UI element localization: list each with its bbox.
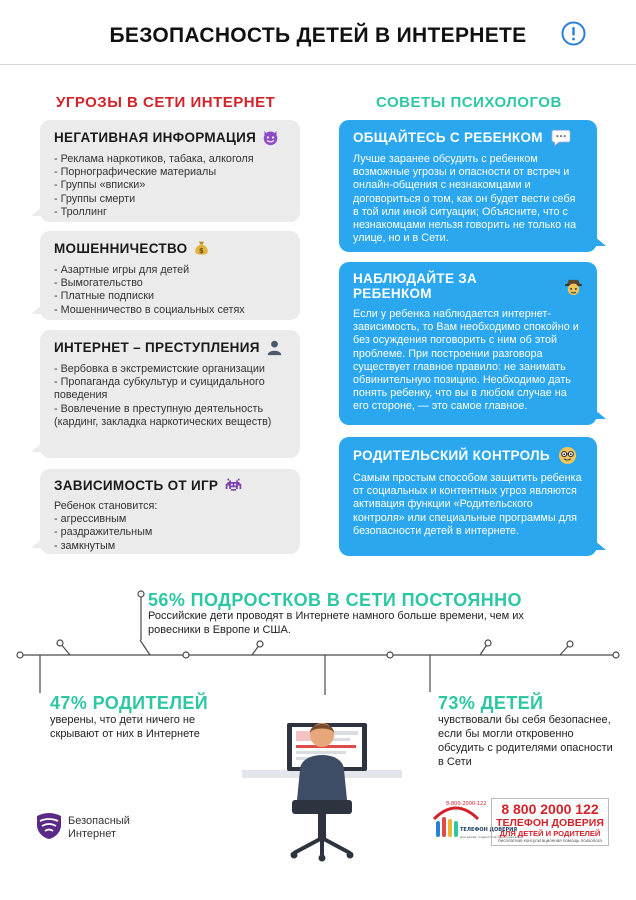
silhouette-icon	[266, 339, 283, 356]
speech-bubble-icon	[551, 129, 571, 146]
list-item: - раздражительным	[54, 526, 153, 539]
list-item: - Вовлечение в преступную деятельность (кардинг, закладка наркотических веществ)	[54, 402, 272, 428]
safe-internet-logo-text[interactable]	[68, 815, 130, 841]
page-title: БЕЗОПАСНОСТЬ ДЕТЕЙ В ИНТЕРНЕТЕ	[109, 24, 527, 47]
hotline-number: 8 800 2000 122	[501, 801, 599, 817]
threat-card-crimes	[40, 330, 300, 458]
safe-internet-logo-icon[interactable]	[36, 812, 62, 840]
stat-main-headline: 56% ПОДРОСТКОВ В СЕТИ ПОСТОЯННО	[148, 590, 522, 610]
advice-bubble-text: Если у ребенка наблюдается интернет-зависимость, то Вам необходимо спокойно и без осуждения поговорить с ним об этой проблеме. При построении разговора существует главное правило: не занимать обвинительную позицию. Необходимо дать понять ребенку, что вы в любом случае на его стороне, — это самое главное.	[353, 308, 579, 413]
list-item: - Группы смерти	[54, 192, 136, 205]
threat-card-title: ЗАВИСИМОСТЬ ОТ ИГР	[54, 478, 219, 493]
advice-bubble-title: НАБЛЮДАЙТЕ ЗА РЕБЕНКОМ	[353, 271, 478, 301]
hotline-subtitle: ДЛЯ ДЕТЕЙ И РОДИТЕЛЕЙ	[499, 829, 601, 838]
threat-card-title: МОШЕННИЧЕСТВО	[54, 241, 188, 256]
advice-bubble-talk	[339, 120, 597, 252]
nerd-face-icon	[558, 446, 577, 465]
alert-icon[interactable]	[561, 21, 586, 46]
badge-number: 8-800-2000-122	[446, 801, 487, 807]
stat-left-text: уверены, что дети ничего не скрывают от них в Интернете	[50, 714, 200, 740]
stat-left-headline: 47% РОДИТЕЛЕЙ	[50, 693, 209, 713]
list-item: - Реклама наркотиков, табака, алкоголя	[54, 153, 254, 165]
devil-icon	[262, 129, 279, 146]
svg-text:$: $	[199, 246, 205, 255]
list-item: - Троллинг	[54, 205, 107, 218]
hotline-small-text: бесплатная консультационная помощь психолога	[498, 838, 602, 843]
advice-bubble-text: Самым простым способом защитить ребенка от социальных и контентных угроз являются активация функции «Родительского контроля» или специальные программы для безопасности детей в интернете.	[353, 472, 582, 537]
list-item: - Платные подписки	[54, 290, 155, 303]
list-item: - Пропаганда субкультур и суицидального поведения	[54, 376, 265, 402]
hotline-title: ТЕЛЕФОН ДОВЕРИЯ	[496, 817, 604, 829]
stat-main-text: Российские дети проводят в Интернете намного больше времени, чем их ровесники в Европе и США.	[148, 610, 524, 636]
stat-right-headline: 73% ДЕТЕЙ	[438, 693, 544, 713]
advice-bubble-title: РОДИТЕЛЬСКИЙ КОНТРОЛЬ	[353, 448, 550, 463]
threat-card-negative-info	[40, 120, 300, 222]
threat-card-fraud	[40, 231, 300, 320]
list-item: - Азартные игры для детей	[54, 264, 190, 276]
list-item: - замкнутым	[54, 539, 116, 552]
badge-small: для детей, подростков и их родителей	[460, 835, 523, 839]
hotline-badge-icon	[426, 797, 523, 849]
list-item: - Группы «вписки»	[54, 179, 146, 192]
hotline-box[interactable]	[491, 798, 609, 846]
person-at-computer-illustration	[232, 715, 412, 865]
advice-bubble-title: ОБЩАЙТЕСЬ С РЕБЕНКОМ	[353, 130, 543, 145]
list-item: - Вымогательство	[54, 277, 143, 290]
threats-heading: УГРОЗЫ В СЕТИ ИНТЕРНЕТ	[56, 94, 276, 111]
list-item: - агрессивным	[54, 513, 127, 526]
advice-bubble-text: Лучше заранее обсудить с ребенком возможные угрозы и опасности от встреч и онлайн-общения с незнакомцами и договориться о том, как он будет вести себя в той или иной ситуации; Объясните, что с незнакомцами нельзя говорить не только на улице, но и в Сети.	[353, 153, 577, 245]
threat-card-title: ИНТЕРНЕТ – ПРЕСТУПЛЕНИЯ	[54, 340, 260, 355]
list-item: - Мошенничество в социальных сетях	[54, 303, 245, 316]
header-divider	[0, 64, 636, 65]
badge-title: ТЕЛЕФОН ДОВЕРИЯ	[460, 827, 518, 833]
threat-card-title: НЕГАТИВНАЯ ИНФОРМАЦИЯ	[54, 130, 257, 145]
advice-bubble-parental-control	[339, 437, 597, 556]
advice-heading: СОВЕТЫ ПСИХОЛОГОВ	[376, 94, 562, 111]
space-invader-icon	[224, 478, 243, 493]
advice-bubble-watch	[339, 262, 597, 425]
logo-text-line: Безопасный	[68, 815, 130, 827]
money-bag-icon	[193, 240, 210, 257]
list-item: - Вербовка в экстремистские организации	[54, 363, 265, 375]
threat-card-game-addiction	[40, 469, 300, 554]
list-item: Ребенок становится:	[54, 500, 158, 512]
list-item: - Порнографические материалы	[54, 166, 217, 179]
logo-text-line: Интернет	[68, 828, 116, 840]
detective-icon	[564, 277, 583, 296]
stat-right-text: чувствовали бы себя безопаснее, если бы могли откровенно обсудить с родителями опасности в Сети	[438, 714, 613, 768]
